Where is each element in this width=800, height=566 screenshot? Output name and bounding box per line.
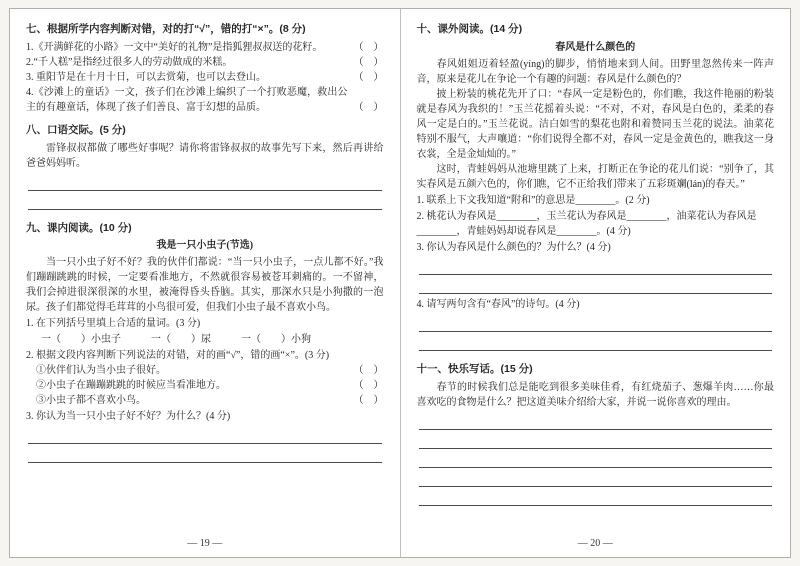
answer-line [419,487,773,506]
answer-area [417,313,775,351]
answer-line [419,313,773,332]
sub-item-text: ②小虫子在蹦蹦跳跳的时候应当看准地方。 [36,380,226,392]
answer-line [419,275,773,294]
answer-brackets: （ ） [353,101,384,113]
section-11-writing [417,359,775,509]
exam-paper-spread [9,8,791,558]
answer-brackets: （ ） [353,41,384,53]
question-1: 1. 联系上下文我知道“附和”的意思是________。(2 分) [416,194,650,206]
reading-paragraph-2: 披上粉装的桃花先开了口：“春风一定是粉色的，你们瞧，我这件艳丽的粉装就是春风为我织的！”玉兰花摇着头说：“不对，不对，春风是白色的，柔柔的春风一定是白的。”玉兰花说。洁白如雪的梨花也附和着赞同玉兰花的说法。油菜花特别不服气，大声嚷道：“你们说得全都不对，春风一定是金黄色的，瞧我这一身衣裳，全是金灿灿的。” [416,88,774,160]
judge-item-1 [26,40,384,55]
section-7-judge [26,19,384,115]
page-left [10,9,400,557]
answer-brackets: （ ） [353,365,384,377]
answer-line [419,468,773,487]
answer-brackets: （ ） [353,395,384,407]
answer-area [26,425,384,463]
section-10-reading [417,19,775,354]
judge-item-3 [26,70,384,85]
answer-line [419,256,773,275]
answer-area [417,256,775,294]
answer-line [28,172,382,191]
section-8-oral [26,120,384,213]
answer-area [26,172,384,210]
section-7-heading: 七、根据所学内容判断对错，对的打“√”，错的打“×”。(8 分) [26,23,306,35]
reading-title: 春风是什么颜色的 [555,41,636,53]
reading-title: 我是一只小虫子(节选) [156,240,254,252]
answer-brackets: （ ） [353,380,384,392]
question-1: 1. 在下列括号里填上合适的量词。(3 分) [26,318,201,330]
answer-line [419,332,773,351]
question-2: 2. 根据文段内容判断下列说法的对错，对的画“√”，错的画“×”。(3 分) [26,350,330,362]
judge-item-2 [26,55,384,70]
reading-paragraph-3: 这时，青蛙妈妈从池塘里跳了上来，打断正在争论的花儿们说：“别争了，其实春风是五颜六色的，你们瞧，它不正给我们带来了五彩斑斓(lán)的春天。” [416,163,774,190]
page-number-right: — 20 — [577,538,613,549]
section-8-prompt: 雷锋叔叔都做了哪些好事呢？请你将雷锋叔叔的故事先写下来，然后再讲给爸爸妈妈听。 [26,142,384,169]
answer-brackets: （ ） [353,71,384,83]
reading-paragraph-1: 春风姐姐迈着轻盈(yíng)的脚步，悄悄地来到人间。田野里忽然传来一阵声音，原来是花儿在争论一个有趣的问题：春风是什么颜色的？ [416,58,774,85]
sub-item-2 [26,378,384,393]
sub-item-text: ①伙伴们认为当小虫子很好。 [36,365,166,377]
reading-passage: 当一只小虫子好不好？我的伙伴们都说：“当一只小虫子，一点儿都不好。”我们蹦蹦跳跳的时候，一定要看准地方，不然就很容易被苍耳刺痛的。一不留神，我们会掉进很深很深的水里，被淹得昏头昏脑。其实，那深水只是小狗撒的一泡尿。孩子们都觉得毛茸茸的小鸟很可爱，但我们小虫子最不喜欢小鸟。 [26,257,384,314]
section-11-prompt: 春节的时候我们总是能吃到很多美味佳肴，有红烧茄子、葱爆羊肉……你最喜欢吃的食物是什么？把这道美味介绍给大家，并说一说你喜欢的理由。 [416,381,774,408]
judge-item-4 [26,85,384,115]
judge-item-text: 3. 重阳节是在十月十日，可以去赏菊，也可以去登山。 [26,71,266,83]
answer-line [419,411,773,430]
judge-item-text: 2.“千人糕”是指经过很多人的劳动做成的米糕。 [26,56,233,68]
question-4: 4. 请写两句含有“春风”的诗句。(4 分) [416,298,580,310]
section-9-reading [26,218,384,467]
sub-item-1 [26,363,384,378]
answer-area [417,411,775,506]
answer-brackets: （ ） [353,56,384,68]
quantifier-fill-line: 一（ ）小虫子 一（ ）尿 一（ ）小狗 [41,334,311,346]
answer-line [28,425,382,444]
page-right [401,9,791,557]
section-10-heading: 十、课外阅读。(14 分) [416,23,523,35]
answer-line [419,430,773,449]
answer-line [419,449,773,468]
page-number-left: — 19 — [187,538,223,549]
judge-item-text: 4.《沙滩上的童话》一文，孩子们在沙滩上编织了一个打败恶魔，救出公主的有趣童话，体现了孩子们善良、富于幻想的品质。 [26,86,348,113]
section-8-heading: 八、口语交际。(5 分) [26,123,126,136]
question-3: 3. 你认为当一只小虫子好不好？为什么？(4 分) [26,411,231,423]
answer-line [28,444,382,463]
question-3: 3. 你认为春风是什么颜色的？为什么？(4 分) [416,241,611,253]
sub-item-3 [26,393,384,408]
answer-line [28,191,382,210]
judge-item-text: 1.《开满鲜花的小路》一文中“美好的礼物”是指狐狸叔叔送的花籽。 [26,41,323,53]
sub-item-text: ③小虫子都不喜欢小鸟。 [36,395,146,407]
section-11-heading: 十一、快乐写话。(15 分) [416,362,533,375]
question-2: 2. 桃花认为春风是________，玉兰花认为春风是________，油菜花认为春风是________，青蛙妈妈却说春风是________。(4 分) [416,210,757,237]
section-9-heading: 九、课内阅读。(10 分) [26,221,132,234]
